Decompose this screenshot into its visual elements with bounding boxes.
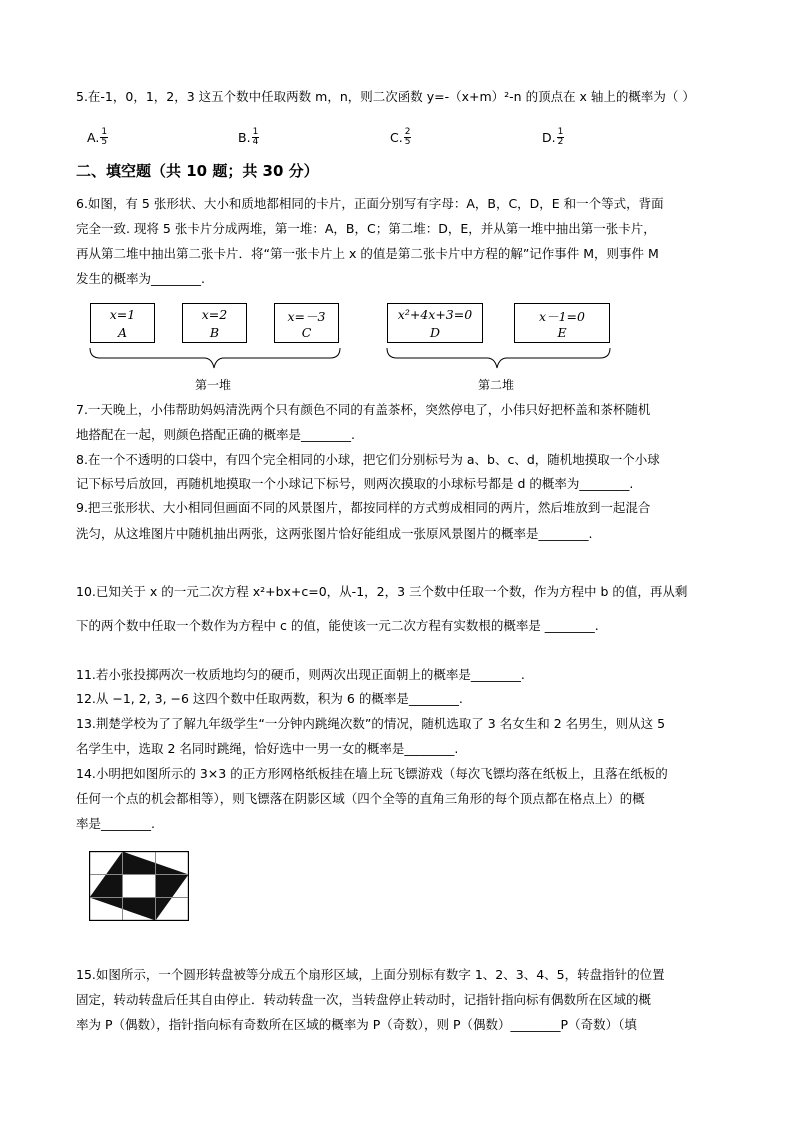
q7-line: 7.一天晚上，小伟帮助妈妈清洗两个只有颜色不同的有盖茶杯，突然停电了，小伟只好把杯盖和茶杯随机 — [76, 402, 651, 417]
q13-line: 13.荆楚学校为了了解九年级学生“一分钟内跳绳次数”的情况，随机选取了 3 名女生和 2 名男生，则从这 5 — [76, 716, 666, 731]
q6-line: 发生的概率为________. — [76, 271, 205, 286]
card-d: x²+4x+3=0 D — [387, 303, 483, 343]
q15-line: 固定，转动转盘后任其自由停止．转动转盘一次，当转盘停止转动时，记指针指向标有偶数所在区域的概 — [76, 992, 652, 1007]
fraction: $\frac{2}{5}$ — [404, 127, 411, 147]
card-b: x=2 B — [182, 303, 247, 343]
fraction: $\frac{1}{2}$ — [557, 127, 564, 147]
q10-line: 10.已知关于 x 的一元二次方程 x²+bx+c=0，从-1，2，3 三个数中任取一个数，作为方程中 b 的值，再从剩 — [76, 584, 688, 599]
dartboard-grid-figure — [89, 851, 189, 921]
q8-line: 8.在一个不透明的口袋中，有四个完全相同的小球，把它们分别标号为 a、b、c、d，随机地摸取一个小球 — [76, 452, 660, 467]
q14-line: 14.小明把如图所示的 3×3 的正方形网格纸板挂在墙上玩飞镖游戏（每次飞镖均落在纸板上，且落在纸板的 — [76, 766, 668, 781]
q11-text: 11.若小张投掷两次一枚质地均匀的硬币，则两次出现正面朝上的概率是________. — [76, 667, 525, 682]
brace-pile2 — [387, 348, 610, 368]
card-a: x=1 A — [90, 303, 155, 343]
q14-line: 率是________. — [76, 816, 155, 831]
q13-line: 名学生中，选取 2 名同时跳绳，恰好选中一男一女的概率是________. — [76, 741, 459, 756]
q6-line: 再从第二堆中抽出第二张卡片．将“第一张卡片上 x 的值是第二张卡片中方程的解”记作事件 M，则事件 M — [76, 246, 659, 261]
q15-line: 15.如图所示，一个圆形转盘被等分成五个扇形区域，上面分别标有数字 1、2、3、4、5，转盘指针的位置 — [76, 967, 665, 982]
card-c: x=－3 C — [274, 303, 339, 343]
q9-line: 洗匀，从这堆图片中随机抽出两张，这两张图片恰好能组成一张原风景图片的概率是________. — [76, 526, 593, 541]
q10-line: 下的两个数中任取一个数作为方程中 c 的值，能使该一元二次方程有实数根的概率是 ________. — [76, 618, 599, 633]
brace-pile1 — [90, 348, 340, 368]
q14-line: 任何一个点的机会都相等），则飞镖落在阴影区域（四个全等的直角三角形的每个顶点都在格点上）的概 — [76, 791, 645, 806]
q5-text: 5.在-1，0，1，2，3 这五个数中任取两数 m，n，则二次函数 y=-（x+m）²-n 的顶点在 x 轴上的概率为（ ） — [76, 89, 695, 104]
q9-line: 9.把三张形状、大小相同但画面不同的风景图片，都按同样的方式剪成相同的两片，然后堆放到一起混合 — [76, 500, 651, 515]
q5-option-a: A. $\frac{1}{5}$ — [87, 127, 108, 147]
pile1-label: 第一堆 — [195, 378, 232, 392]
pile2-label: 第二堆 — [478, 378, 515, 392]
q15-line: 率为 P（偶数），指针指向标有奇数所在区域的概率为 P（奇数），则 P（偶数）________P（奇数）（填 — [76, 1017, 637, 1032]
card-e: x－1=0 E — [514, 303, 610, 343]
q7-line: 地搭配在一起，则颜色搭配正确的概率是________. — [76, 427, 355, 442]
q5-option-d: D. $\frac{1}{2}$ — [542, 127, 564, 147]
fraction: $\frac{1}{5}$ — [101, 127, 108, 147]
q5-option-b: B. $\frac{1}{4}$ — [238, 127, 259, 147]
q6-line: 完全一致. 现将 5 张卡片分成两堆，第一堆：A，B，C；第二堆：D，E，并从第一堆中抽出第一张卡片， — [76, 221, 656, 236]
q5-option-c: C. $\frac{2}{5}$ — [390, 127, 411, 147]
pile-braces — [0, 0, 794, 400]
fraction: $\frac{1}{4}$ — [252, 127, 259, 147]
section-title: 二、填空题（共 10 题；共 30 分） — [76, 162, 319, 180]
q12-text: 12.从 −1, 2, 3, −6 这四个数中任取两数，积为 6 的概率是________. — [76, 691, 463, 706]
q8-line: 记下标号后放回，再随机地摸取一个小球记下标号，则两次摸取的小球标号都是 d 的概率为________. — [76, 476, 634, 491]
q6-line: 6.如图，有 5 张形状、大小和质地都相同的卡片，正面分别写有字母：A，B，C，D，E 和一个等式，背面 — [76, 196, 664, 211]
